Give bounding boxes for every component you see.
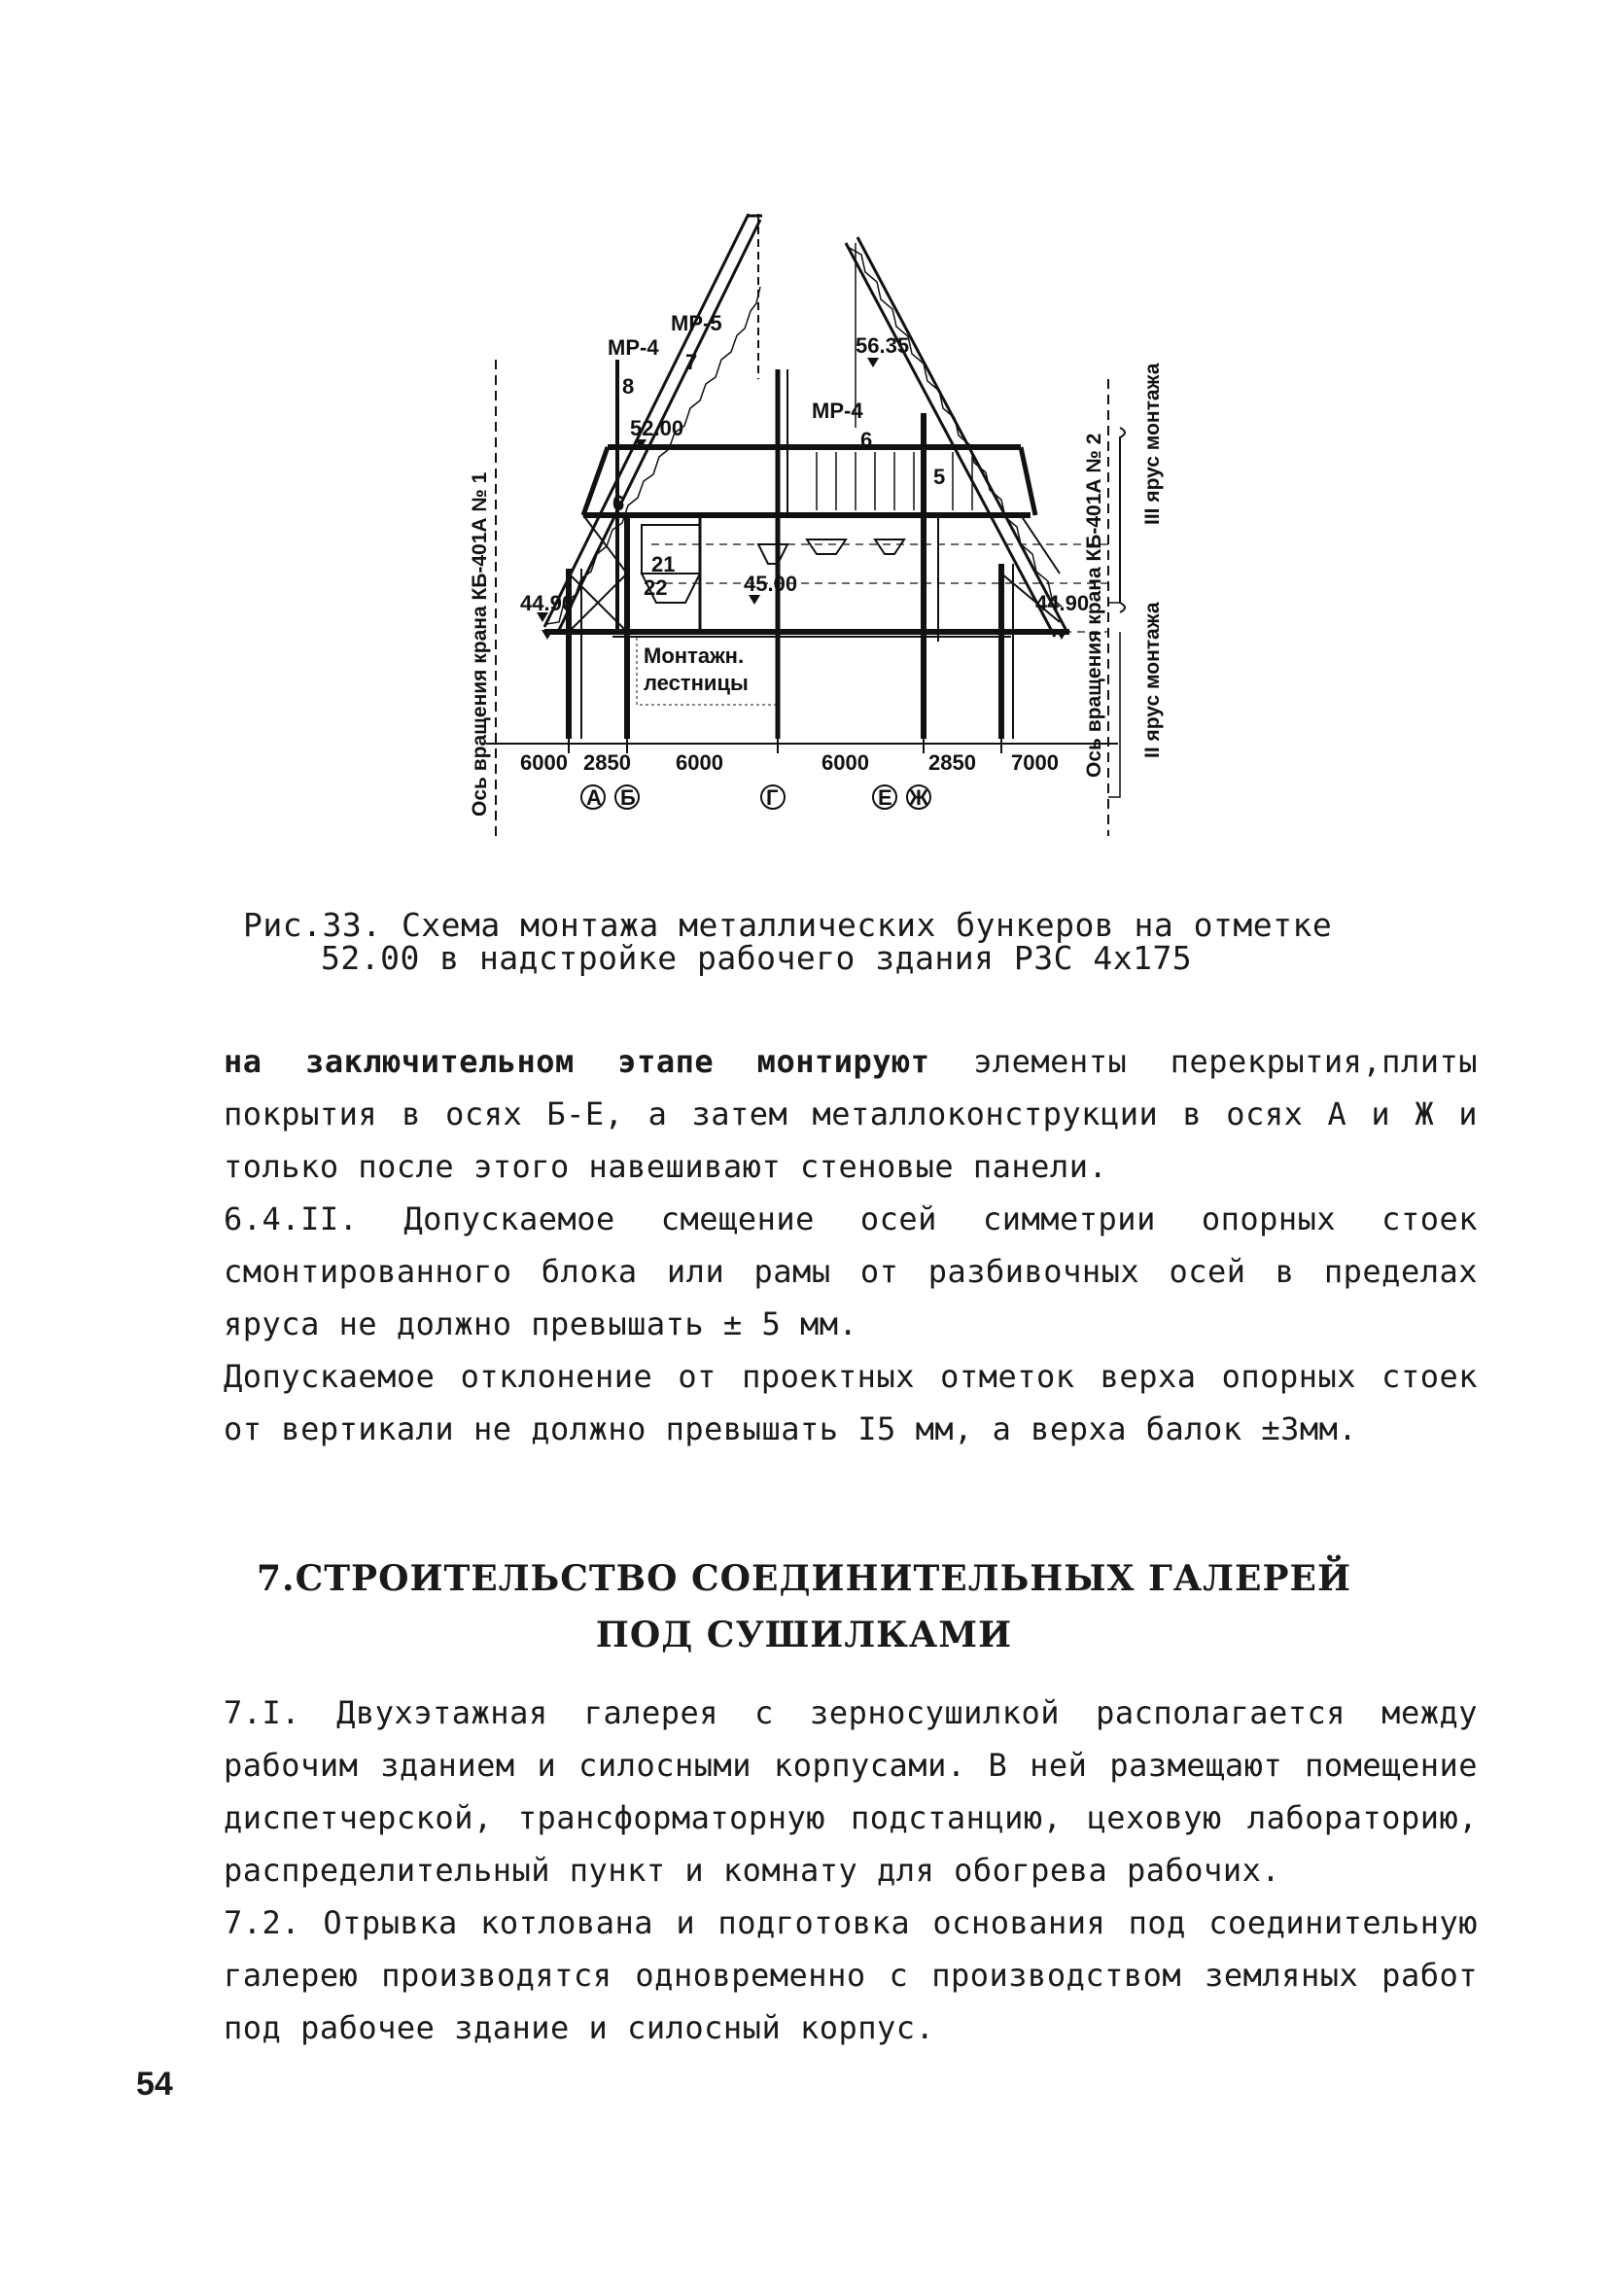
axis-b: Б: [620, 785, 636, 810]
mark-44-90-right: 44.90: [1035, 591, 1090, 615]
tag-mp4-right: МР-4: [812, 399, 863, 423]
page-number: 54: [136, 2066, 173, 2103]
crane-label-left: Ось вращения крана КБ-401А № 1: [469, 471, 491, 817]
mark-45-00: 45.00: [744, 572, 798, 596]
caption-line-2: 52.00 в надстройке рабочего здания РЗС 4х175: [321, 939, 1193, 977]
paragraph-2: 6.4.II. Допускаемое смещение осей симметрии опорных стоек смонтированного блока или рамы от разбивочных осей в пределах яруса не должно превышать ± 5 мм.: [224, 1200, 1478, 1342]
dim-1: 6000: [520, 750, 568, 775]
paragraph-3: Допускаемое отклонение от проектных отметок верха опорных стоек от вертикали не должно превышать I5 мм, а верха балок ±3мм.: [224, 1358, 1478, 1447]
figure-33-diagram: [428, 194, 1206, 855]
tag-7: 7: [685, 350, 698, 374]
section-heading: [0, 1550, 1608, 1663]
axis-a: А: [586, 785, 602, 810]
paragraph-1: [117, 1035, 1478, 1193]
tag-mp5: МР-5: [671, 311, 722, 335]
tag-mp4-left: МР-4: [608, 335, 659, 360]
heading-line-2: ПОД СУШИЛКАМИ: [595, 1615, 1013, 1655]
heading-line-1: 7.СТРОИТЕЛЬСТВО СОЕДИНИТЕЛЬНЫХ ГАЛЕРЕЙ: [257, 1558, 1351, 1599]
paragraph-1-rest: элементы перекрытия,плиты покрытия в осях Б-Е, а затем металлоконструкции в осях А и Ж и только после этого навешивают стеновые панели.: [224, 1043, 1478, 1185]
body-section-2: [117, 1687, 1478, 2054]
building-frame: [544, 360, 1069, 739]
paragraph-5: 7.2. Отрывка котлована и подготовка основания под соединительную галерею производятся одновременно с производством земляных работ под рабочее здание и силосный корпус.: [224, 1904, 1478, 2046]
tag-6-right: 6: [860, 428, 873, 452]
stairs-label-1: Монтажн.: [644, 644, 745, 668]
dim-2: 2850: [583, 750, 631, 775]
crane-boom-right: [846, 237, 1066, 637]
mark-44-90-left: 44.90: [520, 591, 575, 615]
dim-3: 6000: [676, 750, 723, 775]
axis-g: Г: [766, 785, 779, 810]
caption-line-1: Рис.33. Схема монтажа металлических бункеров на отметке: [243, 906, 1333, 944]
paragraph-1-lead: на заключительном этапе монтируют: [224, 1043, 930, 1080]
tag-21: 21: [651, 552, 676, 576]
construction-diagram: [428, 194, 1206, 855]
axis-e: Е: [878, 785, 892, 810]
tag-22: 22: [644, 575, 668, 600]
axis-zh: Ж: [909, 785, 928, 810]
body-section-1: [117, 1035, 1478, 1455]
crane-label-right: Ось вращения крана КБ-401А № 2: [1083, 433, 1105, 778]
dim-6: 7000: [1011, 750, 1059, 775]
figure-caption: [243, 906, 1410, 977]
stairs-label-2: лестницы: [644, 671, 749, 695]
mark-52-00: 52.00: [630, 416, 684, 440]
tier2-label: II ярус монтажа: [1141, 602, 1164, 758]
mark-56-35: 56.35: [856, 333, 910, 358]
tier3-label: III ярус монтажа: [1141, 363, 1164, 525]
tag-8: 8: [622, 374, 635, 399]
tag-6-left: 6: [612, 491, 625, 515]
tag-5: 5: [933, 465, 946, 489]
paragraph-4: 7.I. Двухэтажная галерея с зерносушилкой располагается между рабочим зданием и силосными корпусами. В ней размещают помещение диспетчерской, трансформаторную подстанцию, цеховую лабораторию, распределительный пункт и комнату для обогрева рабочих.: [224, 1694, 1478, 1889]
dim-4: 6000: [821, 750, 869, 775]
dim-5: 2850: [928, 750, 976, 775]
